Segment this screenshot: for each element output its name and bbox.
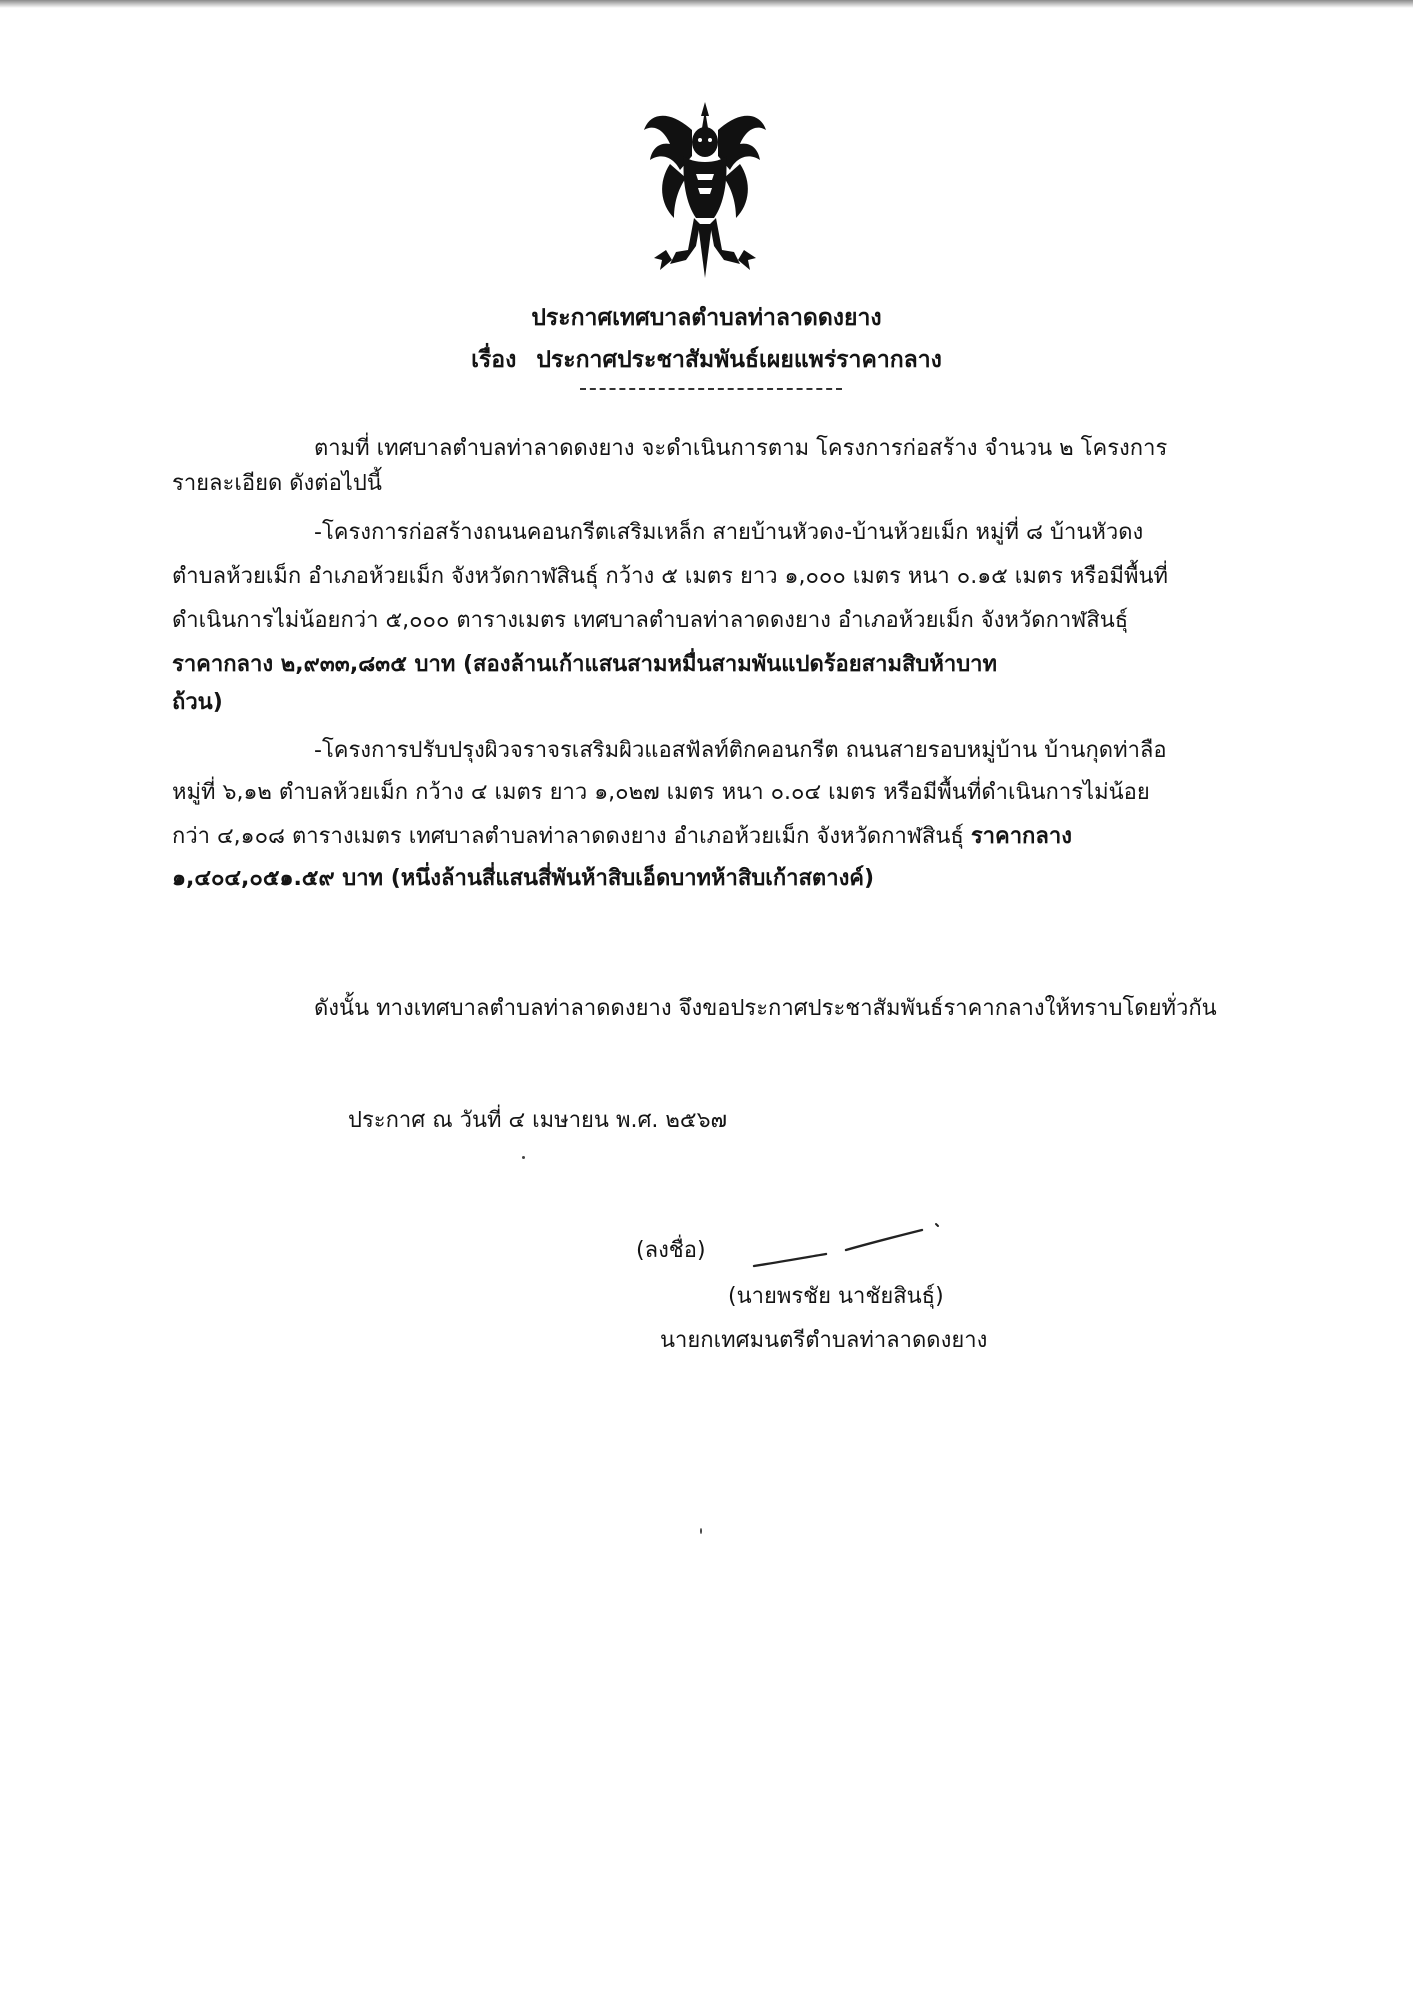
project1-line-1: -โครงการก่อสร้างถนนคอนกรีตเสริมเหล็ก สายบ้านหัวดง-บ้านห้วยเม็ก หมู่ที่ ๘ บ้านหัวดง	[314, 520, 1144, 545]
subject-text: ประกาศประชาสัมพันธ์เผยแพร่ราคากลาง	[536, 347, 942, 373]
project2-line-1: -โครงการปรับปรุงผิวจราจรเสริมผิวแอสฟัลท์ติกคอนกรีต ถนนสายรอบหมู่บ้าน บ้านกุดท่าลือ	[314, 738, 1167, 763]
announcement-title: ประกาศเทศบาลตำบลท่าลาดดงยาง	[531, 305, 882, 331]
subject-prefix: เรื่อง	[471, 347, 517, 373]
scan-speck	[700, 1528, 702, 1534]
project2-line-3-text: กว่า ๔,๑๐๘ ตารางเมตร เทศบาลตำบลท่าลาดดงยาง อำเภอห้วยเม็ก จังหวัดกาฬสินธุ์	[172, 824, 971, 849]
project1-price-line: ราคากลาง ๒,๙๓๓,๘๓๕ บาท (สองล้านเก้าแสนสามหมื่นสามพันแปดร้อยสามสิบห้าบาท	[172, 652, 998, 677]
handwritten-signature	[740, 1218, 970, 1278]
project2-price-line: ๑,๔๐๔,๐๕๑.๕๙ บาท (หนึ่งล้านสี่แสนสี่พันห้าสิบเอ็ดบาทห้าสิบเก้าสตางค์)	[172, 866, 875, 891]
announcement-date: ประกาศ ณ วันที่ ๔ เมษายน พ.ศ. ๒๕๖๗	[348, 1108, 728, 1133]
project1-line-3: ดำเนินการไม่น้อยกว่า ๕,๐๐๐ ตารางเมตร เทศบาลตำบลท่าลาดดงยาง อำเภอห้วยเม็ก จังหวัดกาฬสินธุ์	[172, 608, 1129, 633]
project2-price-label: ราคากลาง	[970, 824, 1072, 849]
project2-line-2: หมู่ที่ ๖,๑๒ ตำบลห้วยเม็ก กว้าง ๔ เมตร ยาว ๑,๐๒๗ เมตร หนา ๐.๐๔ เมตร หรือมีพื้นที่ดำเนินการไม่น้อย	[172, 780, 1150, 805]
signature-label: (ลงชื่อ)	[636, 1238, 706, 1263]
intro-line-2: รายละเอียด ดังต่อไปนี้	[172, 471, 382, 496]
title-divider	[580, 388, 842, 390]
conclusion-line: ดังนั้น ทางเทศบาลตำบลท่าลาดดงยาง จึงขอประกาศประชาสัมพันธ์ราคากลางให้ทราบโดยทั่วกัน	[314, 996, 1217, 1021]
garuda-emblem-icon	[640, 100, 770, 285]
intro-line-1: ตามที่ เทศบาลตำบลท่าลาดดงยาง จะดำเนินการตาม โครงการก่อสร้าง จำนวน ๒ โครงการ	[314, 436, 1168, 461]
announcement-subject	[0, 342, 1413, 378]
project1-price-line-2: ถ้วน)	[172, 690, 223, 715]
scan-edge-shadow	[0, 0, 1413, 8]
project2-line-3	[172, 820, 1072, 854]
signatory-name: (นายพรชัย นาชัยสินธุ์)	[728, 1284, 944, 1309]
signatory-position: นายกเทศมนตรีตำบลท่าลาดดงยาง	[660, 1328, 988, 1353]
project1-line-2: ตำบลห้วยเม็ก อำเภอห้วยเม็ก จังหวัดกาฬสินธุ์ กว้าง ๕ เมตร ยาว ๑,๐๐๐ เมตร หนา ๐.๑๕ เมตร หรือมีพื้นที่	[172, 564, 1169, 589]
scan-speck	[522, 1156, 525, 1159]
